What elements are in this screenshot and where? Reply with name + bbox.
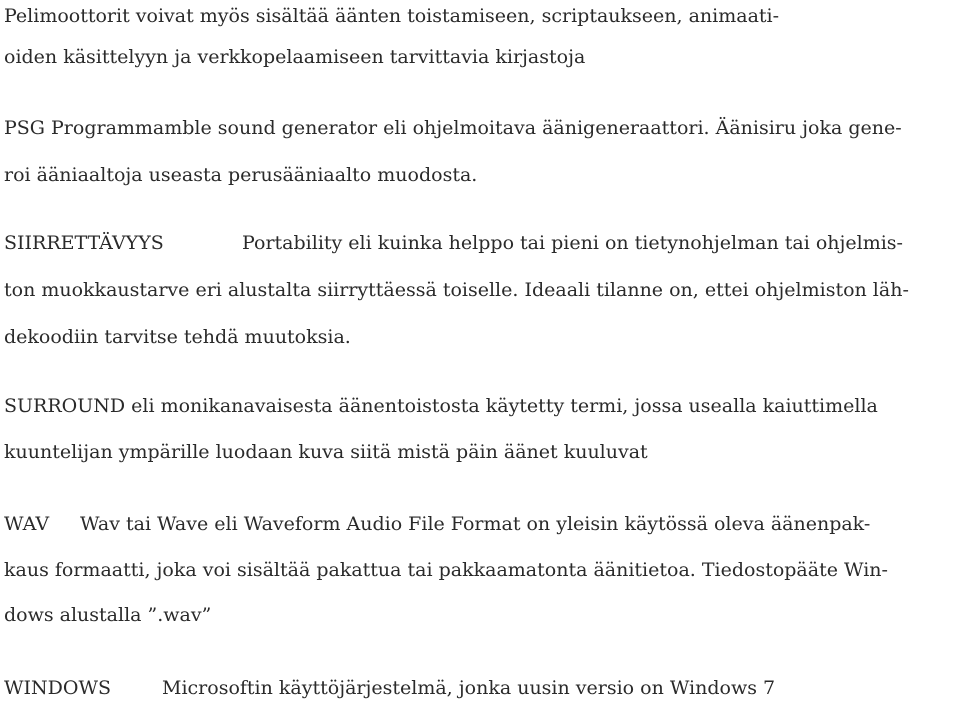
siirrettavyys-line-1: Portability eli kuinka helppo tai pieni on tietynohjelman tai ohjelmis-	[242, 232, 903, 254]
siirrettavyys-entry-first-line	[4, 231, 903, 255]
windows-term: WINDOWS	[4, 677, 112, 699]
wav-line-3: dows alustalla ”.wav”	[4, 604, 212, 626]
siirrettavyys-line-2: ton muokkaustarve eri alustalta siirryttäessä toiselle. Ideaali tilanne on, ettei ohjelmiston läh-	[4, 279, 909, 301]
siirrettavyys-line-3: dekoodiin tarvitse tehdä muutoksia.	[4, 326, 351, 348]
wav-line-1: Wav tai Wave eli Waveform Audio File Format on yleisin käytössä oleva äänenpak-	[80, 513, 871, 535]
psg-line-2: roi ääniaaltoja useasta perusääniaalto muodosta.	[4, 164, 478, 186]
pelimoottorit-line-1: Pelimoottorit voivat myös sisältää äänten toistamiseen, scriptaukseen, animaati-	[4, 5, 780, 27]
wav-line-2: kaus formaatti, joka voi sisältää pakattua tai pakkaamatonta äänitietoa. Tiedostopääte Win-	[4, 559, 888, 581]
surround-line-1: SURROUND eli monikanavaisesta äänentoistosta käytetty termi, jossa usealla kaiuttimella	[4, 395, 878, 417]
siirrettavyys-term: SIIRRETTÄVYYS	[4, 232, 164, 254]
windows-definition: Microsoftin käyttöjärjestelmä, jonka uusin versio on Windows 7	[162, 677, 776, 699]
wav-entry-first-line	[4, 512, 870, 536]
windows-entry-line	[4, 676, 775, 700]
pelimoottorit-line-2: oiden käsittelyyn ja verkkopelaamiseen tarvittavia kirjastoja	[4, 46, 586, 68]
psg-line-1: PSG Programmamble sound generator eli ohjelmoitava äänigeneraattori. Äänisiru joka gene-	[4, 117, 902, 139]
surround-line-2: kuuntelijan ympärille luodaan kuva siitä mistä päin äänet kuuluvat	[4, 441, 648, 463]
wav-term: WAV	[4, 513, 50, 535]
